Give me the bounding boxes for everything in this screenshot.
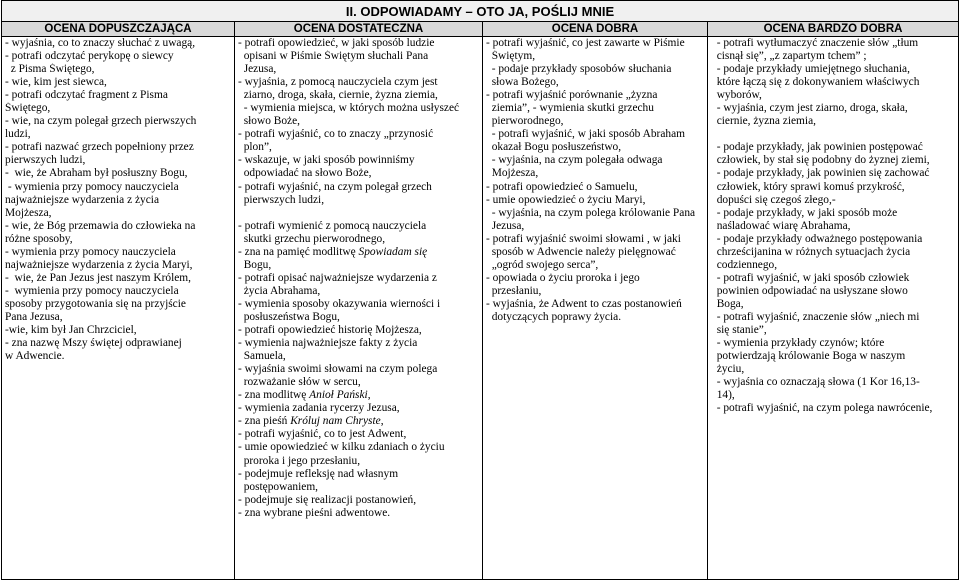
requirement-line: - potrafi wyjaśnić porównanie „żyzna xyxy=(486,89,658,102)
requirement-line: - zna na pamięć modlitwę Spowiadam się xyxy=(238,245,428,258)
requirement-line: - potrafi opisać najważniejsze wydarzenia z xyxy=(238,271,437,284)
requirement-line xyxy=(238,207,480,220)
requirement-line: Mojżesza, xyxy=(486,167,539,180)
requirements-list-dopuszczajaca xyxy=(2,37,234,363)
requirement-line: - wskazuje, w jaki sposób powinniśmy xyxy=(238,154,415,167)
document-page xyxy=(1,0,958,581)
cell-dopuszczajaca xyxy=(2,37,235,580)
requirement-line: przesłaniu, xyxy=(486,284,542,297)
requirement-line: dotyczących poprawy życia. xyxy=(486,310,622,323)
header-dopuszczajaca: OCENA DOPUSZCZAJĄCA xyxy=(2,22,235,37)
requirement-line: postępowaniem, xyxy=(238,480,319,493)
requirement-line: - potrafi nazwać grzech popełniony przez xyxy=(5,141,194,154)
requirement-line: - potrafi wytłumaczyć znaczenie słów „tłum xyxy=(711,37,919,49)
requirement-line: codziennego, xyxy=(711,258,778,271)
requirement-line: - wyjaśnia, na czym polega królowanie Pana xyxy=(486,206,696,219)
requirement-line: słowo Boże, xyxy=(238,115,301,128)
requirement-line: w Adwencie. xyxy=(5,350,65,363)
requirement-line: 14), xyxy=(711,389,735,402)
requirement-line: - podaje przykłady odważnego postępowania xyxy=(711,232,923,245)
requirement-line: Jezusa, xyxy=(486,219,525,232)
requirement-line: Świętym, xyxy=(486,50,536,63)
requirement-line: dopuści się czegoś złego,- xyxy=(711,193,836,206)
requirement-line: wyborów, xyxy=(711,89,762,102)
requirement-line: - podaje przykłady umiejętnego słuchania, xyxy=(711,63,910,76)
requirement-line: - wymienia przykłady czynów; które xyxy=(711,337,885,350)
requirement-line: - potrafi wyjaśnić, w jaki sposób człowiek xyxy=(711,271,910,284)
requirement-line: potwierdzają królowanie Boga w naszym xyxy=(711,350,906,363)
requirement-line: pierworodnego, xyxy=(486,115,564,128)
requirement-line: - wymienia przy pomocy nauczyciela xyxy=(5,180,179,193)
requirement-line: ziarno, droga, skała, ciernie, żyzna ziemia, xyxy=(238,89,438,102)
requirement-line: powinien odpowiadać na usłyszane słowo xyxy=(711,284,908,297)
requirement-line: - wie, że Bóg przemawia do człowieka na xyxy=(5,219,196,232)
requirement-line: - opowiada o życiu proroka i jego xyxy=(486,271,640,284)
cell-bardzo-dobra xyxy=(708,37,959,580)
requirement-line: - wymienia najważniejsze fakty z życia xyxy=(238,337,418,350)
requirement-line: - wymienia przy pomocy nauczyciela xyxy=(5,284,179,297)
requirement-line: - wyjaśnia, z pomocą nauczyciela czym jest xyxy=(238,76,438,89)
requirement-line: Boga, xyxy=(711,297,744,310)
requirement-line: - podaje przykłady, jak powinien postępować xyxy=(711,141,923,154)
section-title: II. ODPOWIADAMY – OTO JA, POŚLIJ MNIE xyxy=(2,1,959,22)
requirement-line: - wyjaśnia, na czym polegała odwaga xyxy=(486,154,663,167)
requirement-line: pierwszych ludzi, xyxy=(238,193,325,206)
requirement-line: które łączą się z dokonywaniem właściwych xyxy=(711,76,920,89)
requirement-line: - podaje przykłady sposobów słuchania xyxy=(486,63,672,76)
requirement-line: - wie, że Pan Jezus jest naszym Królem, xyxy=(5,271,191,284)
requirement-line: Pana Jezusa, xyxy=(5,310,63,323)
requirement-line: życia Abrahama, xyxy=(238,284,321,297)
requirement-line: proroka i jego przesłaniu, xyxy=(238,454,361,467)
requirement-line: - wyjaśnia swoimi słowami na czym polega xyxy=(238,363,438,376)
requirement-line: -wie, kim był Jan Chrzciciel, xyxy=(5,324,137,337)
requirement-line: Mojżesza, xyxy=(5,206,52,219)
requirement-line: - potrafi wyjaśnić, w jaki sposób Abraham xyxy=(486,128,685,141)
requirement-line: człowiek, by stał się podobny do żyznej ziemi, xyxy=(711,154,930,167)
requirement-line xyxy=(711,128,956,141)
requirement-line: - potrafi wymienić z pomocą nauczyciela xyxy=(238,219,427,232)
requirement-line: najważniejsze wydarzenia z życia Maryi, xyxy=(5,258,193,271)
requirement-line: ciernie, żyzna ziemia, xyxy=(711,115,816,128)
requirement-line: sposoby przygotowania się na przyjście xyxy=(5,297,186,310)
requirement-line: pierwszych ludzi, xyxy=(5,154,86,167)
requirement-line: - wymienia miejsca, w których można usłyszeć xyxy=(238,102,460,115)
requirement-line: człowiek, który sprawi komuś przykrość, xyxy=(711,180,905,193)
header-bardzo-dobra: OCENA BARDZO DOBRA xyxy=(708,22,959,37)
requirement-line: chrześcijanina w różnych sytuacjach życia xyxy=(711,245,911,258)
requirement-line: opisani w Piśmie Świętym słuchali Pana xyxy=(238,50,429,63)
requirement-line: ludzi, xyxy=(5,128,31,141)
requirement-line: słowa Bożego, xyxy=(486,76,559,89)
requirement-line: - wyjaśnia co oznaczają słowa (1 Kor 16,13- xyxy=(711,376,920,389)
requirement-line: - wyjaśnia, co to znaczy słuchać z uwagą, xyxy=(5,37,196,49)
requirement-line: najważniejsze wydarzenia z życia xyxy=(5,193,159,206)
requirement-line: - potrafi opowiedzieć, w jaki sposób ludzie xyxy=(238,37,435,49)
requirement-line: - wymienia zadania rycerzy Jezusa, xyxy=(238,402,400,415)
requirement-line: Bogu, xyxy=(238,258,272,271)
requirement-line: - zna wybrane pieśni adwentowe. xyxy=(238,506,391,519)
cell-dostateczna xyxy=(235,37,483,580)
requirement-line: - wie, kim jest siewca, xyxy=(5,76,107,89)
requirement-line: - wyjaśnia, że Adwent to czas postanowień xyxy=(486,297,682,310)
requirement-line: - zna nazwę Mszy świętej odprawianej xyxy=(5,337,182,350)
requirement-line: - potrafi opowiedzieć o Samuelu, xyxy=(486,180,638,193)
cell-dobra xyxy=(483,37,708,580)
requirement-line: - potrafi wyjaśnić, na czym polega nawrócenie, xyxy=(711,402,933,415)
requirement-line: Świętego, xyxy=(5,102,51,115)
requirement-line: - umie opowiedzieć w kilku zdaniach o życiu xyxy=(238,441,445,454)
requirement-line: - potrafi wyjaśnić, co to jest Adwent, xyxy=(238,428,407,441)
requirement-line: różne sposoby, xyxy=(5,232,73,245)
requirement-line: - wymienia sposoby okazywania wierności i xyxy=(238,297,441,310)
requirement-line: rozważanie słów w sercu, xyxy=(238,376,361,389)
requirement-line: - podejmuje się realizacji postanowień, xyxy=(238,493,417,506)
requirement-line: Samuela, xyxy=(238,350,286,363)
requirements-list-dobra xyxy=(483,37,707,324)
header-dostateczna: OCENA DOSTATECZNA xyxy=(235,22,483,37)
requirement-line: plon”, xyxy=(238,141,272,154)
requirement-line: - zna modlitwę Anioł Pański, xyxy=(238,389,371,402)
requirement-line: okazał Bogu posłuszeństwo, xyxy=(486,141,622,154)
requirement-line: - zna pieśń Króluj nam Chryste, xyxy=(238,415,384,428)
requirement-line: Jezusa, xyxy=(238,63,277,76)
requirement-line: ziemia”, - wymienia skutki grzechu xyxy=(486,102,654,115)
requirement-line: - potrafi odczytać fragment z Pisma xyxy=(5,89,168,102)
requirement-line: - potrafi wyjaśnić, co to znaczy „przynosić xyxy=(238,128,434,141)
requirement-line: skutki grzechu pierworodnego, xyxy=(238,232,386,245)
requirement-line: naśladować wiarę Abrahama, xyxy=(711,219,851,232)
requirement-line: - wie, na czym polegał grzech pierwszych xyxy=(5,115,197,128)
requirement-line: - potrafi wyjaśnić, znaczenie słów „niech mi xyxy=(711,310,920,323)
requirement-line: - potrafi wyjaśnić, co jest zawarte w Piśmie xyxy=(486,37,685,49)
requirement-line: - podaje przykłady, jak powinien się zachować xyxy=(711,167,930,180)
requirement-line: - wyjaśnia, czym jest ziarno, droga, skała, xyxy=(711,102,908,115)
requirement-line: cisnął się”, „z zapartym tchem” ; xyxy=(711,50,867,63)
header-dobra: OCENA DOBRA xyxy=(483,22,708,37)
requirement-line: - podaje przykłady, w jaki sposób może xyxy=(711,206,898,219)
requirement-line: sposób w Adwencie należy pielęgnować xyxy=(486,245,676,258)
requirement-line: „ogród swojego serca”, xyxy=(486,258,599,271)
requirement-line: się stanie”, xyxy=(711,324,767,337)
requirement-line: z Pisma Świętego, xyxy=(5,63,95,76)
requirement-line: posłuszeństwa Bogu, xyxy=(238,310,340,323)
requirement-line: - potrafi wyjaśnić, na czym polegał grzech xyxy=(238,180,432,193)
requirement-line: - potrafi wyjaśnić swoimi słowami , w jaki xyxy=(486,232,681,245)
requirements-list-dostateczna xyxy=(235,37,482,520)
requirement-line: - podejmuje refleksję nad własnym xyxy=(238,467,399,480)
requirement-line: - wie, że Abraham był posłuszny Bogu, xyxy=(5,167,188,180)
requirement-line: - umie opowiedzieć o życiu Maryi, xyxy=(486,193,646,206)
requirement-line: - wymienia przy pomocy nauczyciela xyxy=(5,245,176,258)
grading-table xyxy=(1,0,959,580)
requirement-line: - potrafi opowiedzieć historię Mojżesza, xyxy=(238,324,422,337)
requirements-list-bardzo-dobra xyxy=(708,37,958,415)
requirement-line: odpowiadać na słowo Boże, xyxy=(238,167,372,180)
requirement-line: - potrafi odczytać perykopę o siewcy xyxy=(5,50,174,63)
requirement-line: życiu, xyxy=(711,363,745,376)
